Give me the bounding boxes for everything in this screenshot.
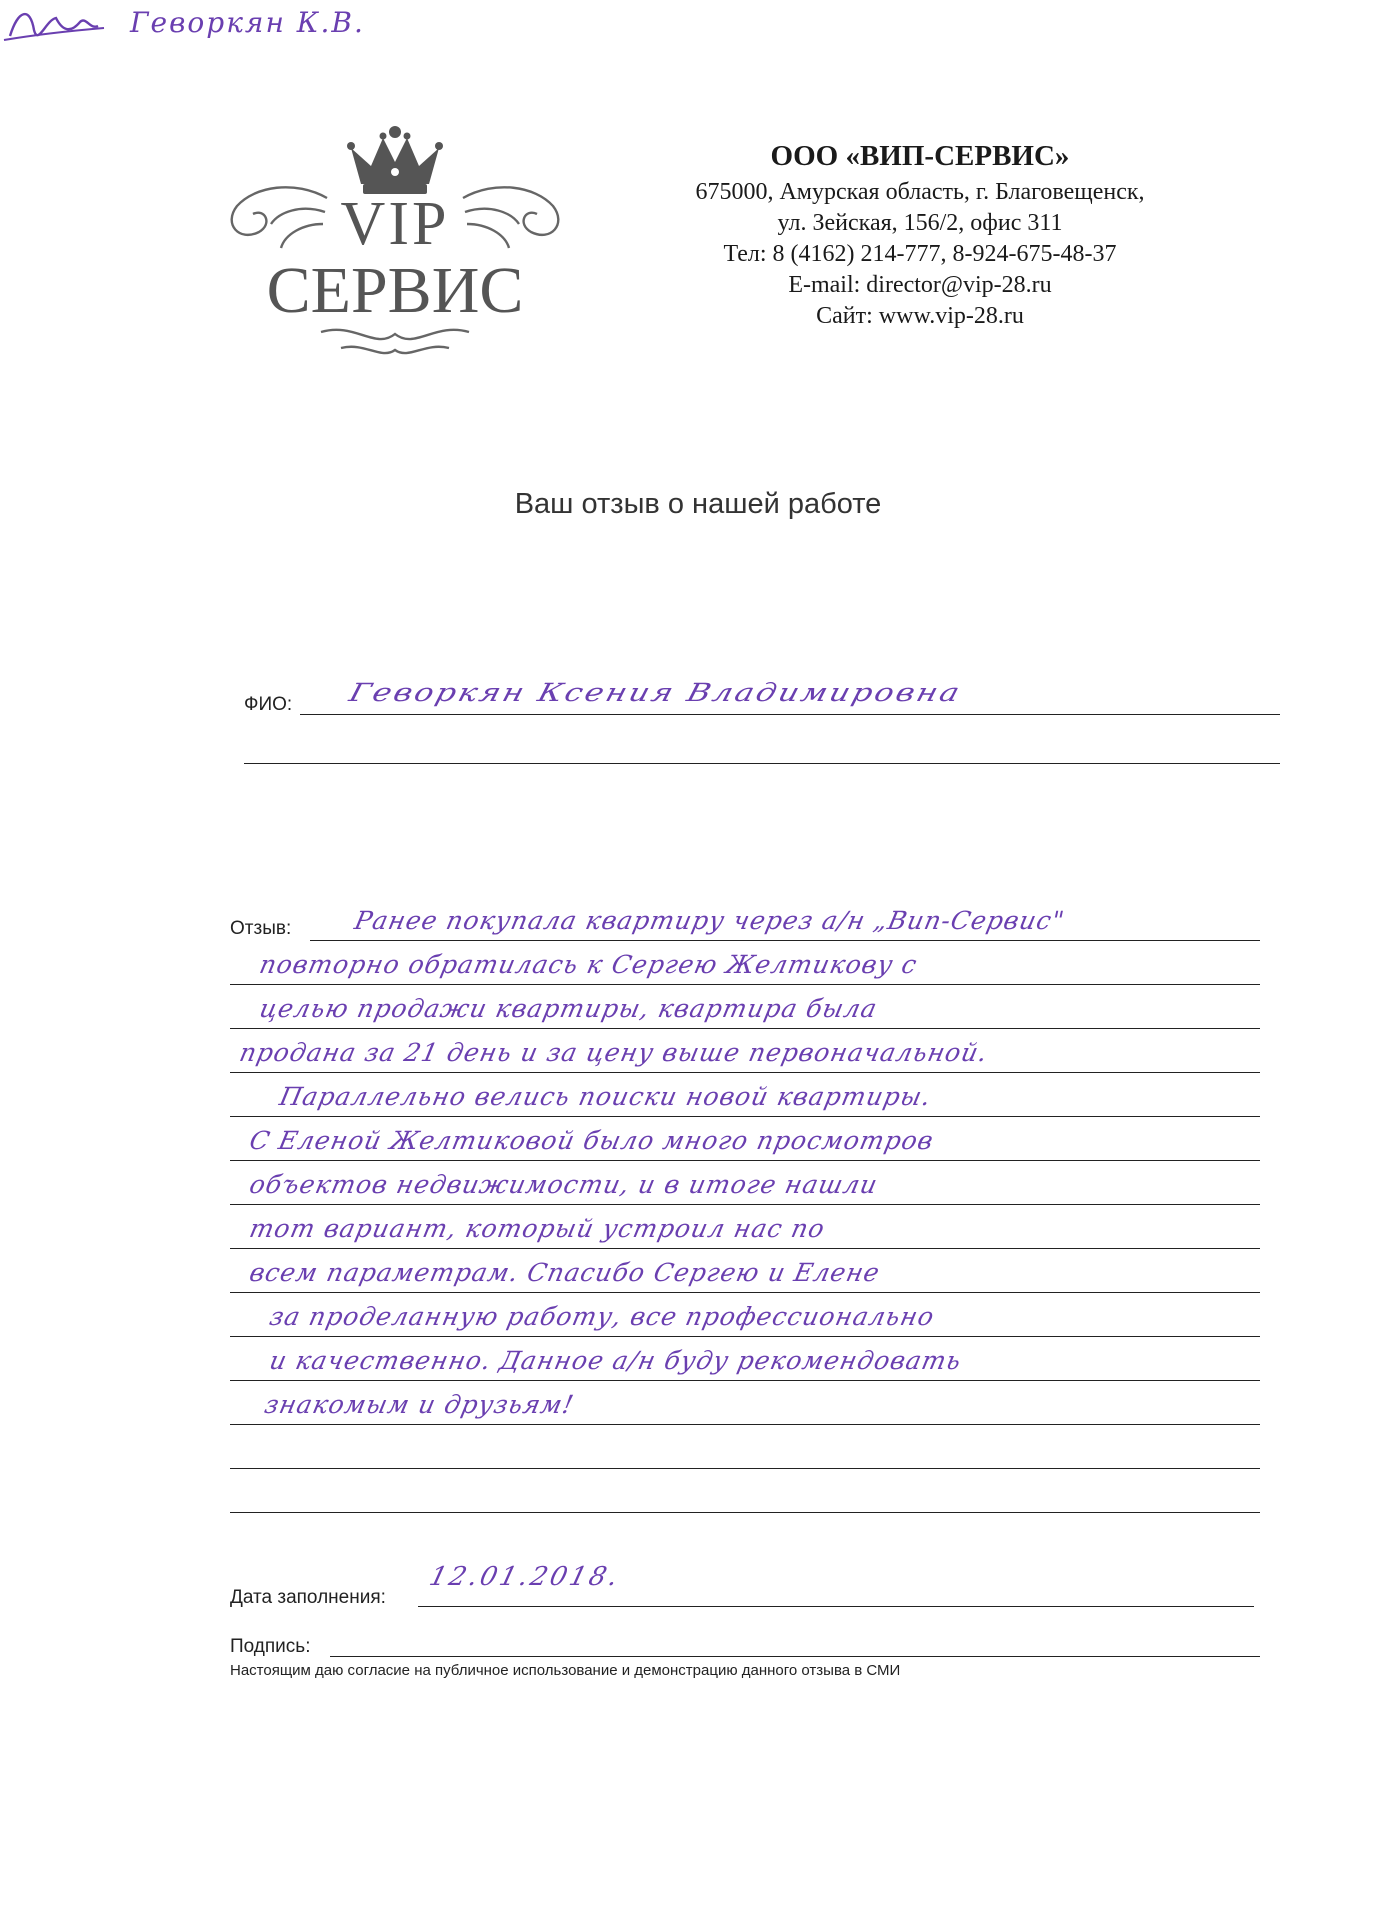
review-line bbox=[310, 940, 1260, 941]
ornament-left bbox=[232, 187, 327, 248]
ornament-right bbox=[463, 187, 558, 248]
signature-label: Подпись: bbox=[230, 1636, 311, 1657]
company-name: ООО «ВИП-СЕРВИС» bbox=[770, 140, 1070, 172]
review-text-line: целью продажи квартиры, квартира была bbox=[256, 994, 881, 1023]
review-text-line: знакомым и друзьям! bbox=[261, 1390, 577, 1419]
logo-vip-text: VIP bbox=[340, 190, 450, 258]
vip-service-logo bbox=[215, 120, 575, 370]
fio-handwritten-value: Геворкян Ксения Владимировна bbox=[346, 678, 966, 707]
review-text-line: за проделанную работу, все профессионально bbox=[266, 1302, 938, 1331]
crown-icon bbox=[347, 126, 443, 194]
consent-text: Настоящим даю согласие на публичное использование и демонстрацию данного отзыва в СМИ bbox=[230, 1662, 901, 1679]
review-text-line: и качественно. Данное а/н буду рекомендовать bbox=[266, 1346, 965, 1375]
review-text-line: Ранее покупала квартиру через а/н „Вип-Сервис" bbox=[351, 906, 1068, 935]
signature-line bbox=[330, 1656, 1260, 1657]
review-text-line: объектов недвижимости, и в итоге нашли bbox=[246, 1170, 881, 1199]
review-text-line: тот вариант, который устроил нас по bbox=[246, 1214, 828, 1243]
review-line bbox=[230, 1116, 1260, 1117]
review-line bbox=[230, 1468, 1260, 1469]
company-phone: Тел: 8 (4162) 214-777, 8-924-675-48-37 bbox=[723, 241, 1117, 267]
review-line bbox=[230, 1292, 1260, 1293]
review-line bbox=[230, 984, 1260, 985]
review-text-line: Параллельно велись поиски новой квартиры. bbox=[276, 1082, 935, 1111]
review-line bbox=[230, 1380, 1260, 1381]
review-text-line: продана за 21 день и за цену выше первоначальной. bbox=[236, 1038, 991, 1067]
review-line bbox=[230, 1336, 1260, 1337]
date-label: Дата заполнения: bbox=[230, 1587, 386, 1608]
company-site: Сайт: www.vip-28.ru bbox=[816, 303, 1024, 329]
company-email: E-mail: director@vip-28.ru bbox=[788, 272, 1052, 298]
form-title: Ваш отзыв о нашей работе bbox=[514, 488, 882, 520]
review-line bbox=[230, 1424, 1260, 1425]
logo-servis-text: СЕРВИС bbox=[266, 254, 524, 327]
review-line bbox=[230, 1204, 1260, 1205]
fio-label: ФИО: bbox=[244, 694, 293, 715]
review-text-line: повторно обратилась к Сергею Желтикову с bbox=[256, 950, 921, 979]
signature-text: Геворкян К.В. bbox=[130, 6, 365, 39]
review-line bbox=[230, 1028, 1260, 1029]
ornament-bottom bbox=[321, 330, 469, 353]
fio-line-2 bbox=[244, 763, 1280, 764]
review-line bbox=[230, 1160, 1260, 1161]
handwritten-signature bbox=[0, 0, 420, 48]
fio-line-1 bbox=[300, 714, 1280, 715]
review-label: Отзыв: bbox=[230, 918, 292, 939]
company-address-line-2: ул. Зейская, 156/2, офис 311 bbox=[777, 210, 1063, 236]
review-line bbox=[230, 1512, 1260, 1513]
date-handwritten-value: 12.01.2018. bbox=[426, 1562, 624, 1592]
review-text-line: всем параметрам. Спасибо Сергею и Елене bbox=[246, 1258, 883, 1287]
review-line bbox=[230, 1072, 1260, 1073]
company-address-line-1: 675000, Амурская область, г. Благовещенск, bbox=[695, 179, 1145, 205]
company-info bbox=[660, 140, 1180, 332]
date-line bbox=[418, 1606, 1254, 1607]
review-line bbox=[230, 1248, 1260, 1249]
review-text-line: С Еленой Желтиковой было много просмотров bbox=[246, 1126, 937, 1155]
